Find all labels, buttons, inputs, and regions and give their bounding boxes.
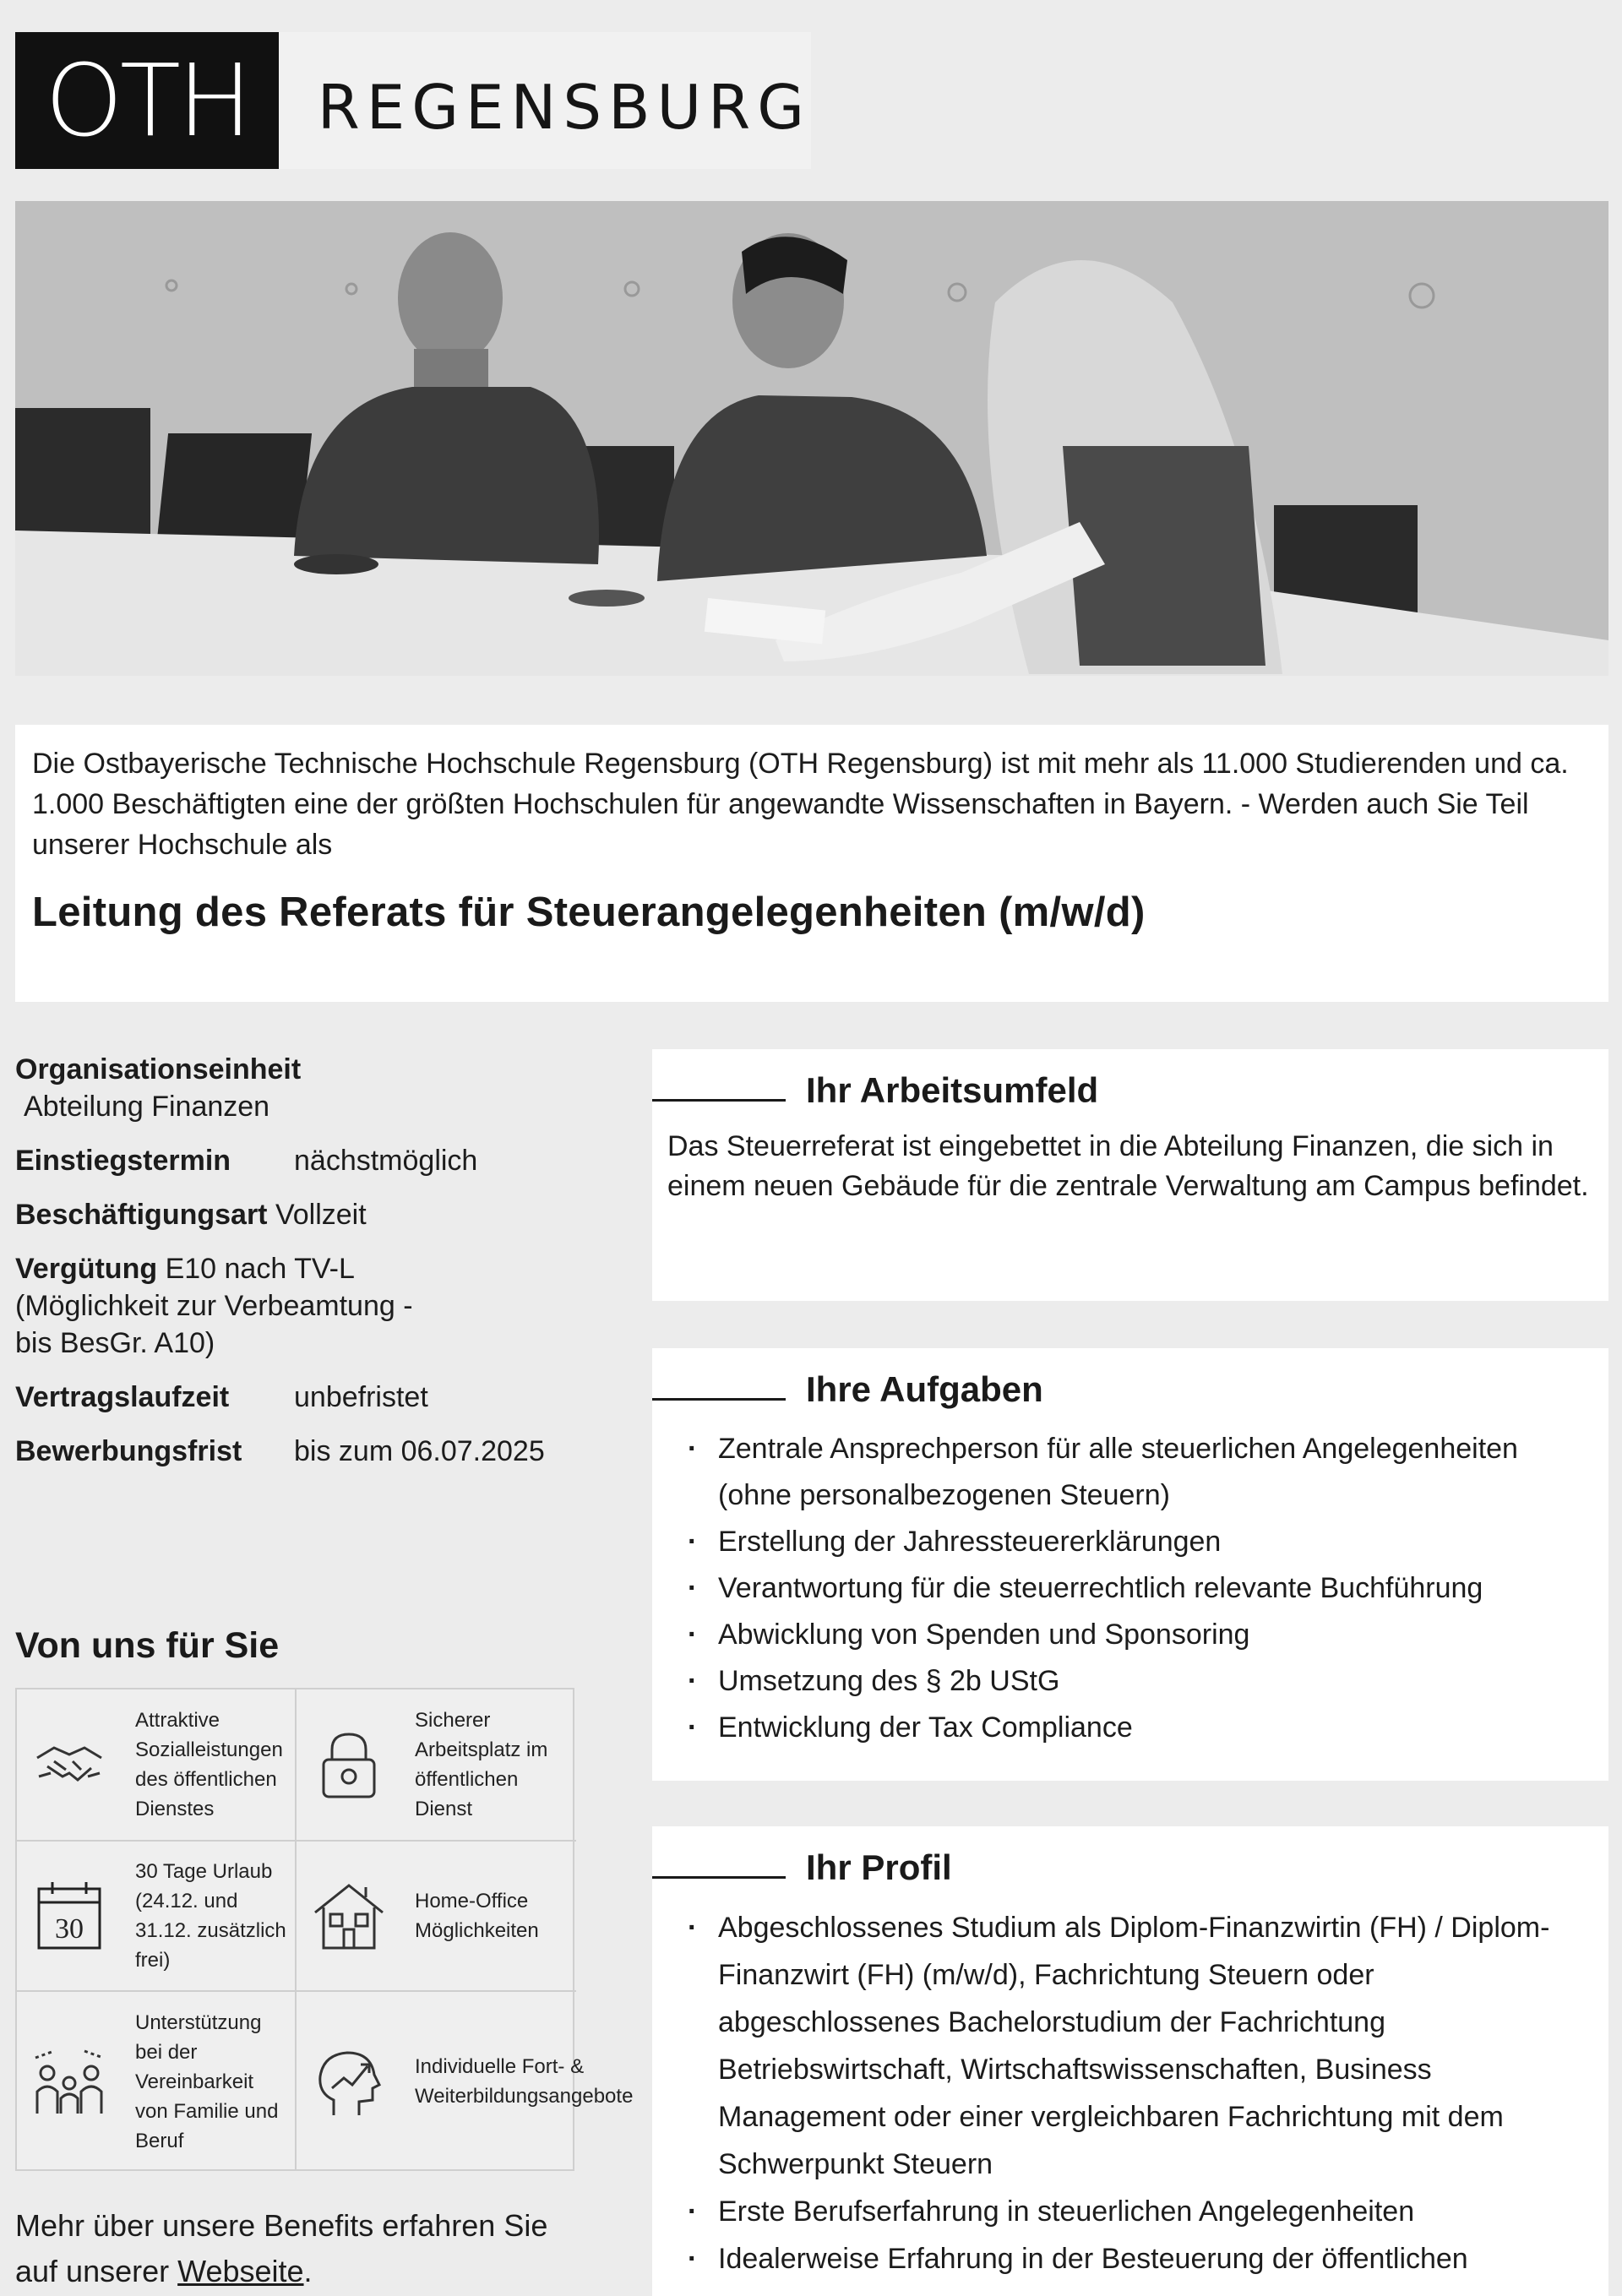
arbeitsumfeld-header — [652, 1061, 1608, 1120]
arbeitsumfeld-title: Ihr Arbeitsumfeld — [806, 1070, 1099, 1110]
logo-mark: OTH — [15, 32, 279, 169]
intro-box — [15, 725, 1608, 1002]
benefit-text: Unterstützung bei der Vereinbarkeit von Familie und Beruf — [135, 2010, 279, 2152]
benefits-website-link[interactable]: Webseite — [177, 2254, 304, 2288]
list-item: · Erste Berufserfahrung in steuerlichen Angelegenheiten — [718, 2188, 1588, 2235]
benefit-item — [297, 1689, 576, 1842]
type-value: Vollzeit — [275, 1199, 367, 1231]
job-info — [15, 1051, 607, 1487]
list-item: · Abwicklung von Spenden und Sponsoring — [718, 1612, 1588, 1658]
logo-wordmark: REGENSBURG — [317, 72, 811, 143]
lock-icon — [308, 1724, 389, 1805]
aufgaben-header — [652, 1360, 1608, 1419]
family-icon — [29, 2041, 110, 2122]
benefits-grid — [15, 1688, 634, 2171]
benefit-item — [17, 1842, 297, 1992]
head-growth-icon — [308, 2041, 389, 2122]
term-label: Vertragslaufzeit — [15, 1381, 230, 1413]
info-org — [15, 1051, 607, 1125]
info-pay — [15, 1250, 607, 1362]
heading-rule — [652, 1398, 786, 1401]
benefit-text: 30 Tage Urlaub (24.12. und 31.12. zusätzlich frei) — [135, 1860, 286, 1972]
list-item: · Umsetzung des § 2b UStG — [718, 1658, 1588, 1705]
profil-card — [652, 1826, 1608, 2296]
benefit-text: Attraktive Sozialleistungen des öffentlichen Dienstes — [135, 1709, 283, 1820]
info-start — [15, 1142, 607, 1179]
calendar-day: 30 — [55, 1913, 84, 1945]
pay-note-1: (Möglichkeit zur Verbeamtung - — [15, 1290, 413, 1322]
type-label: Beschäftigungsart — [15, 1199, 268, 1231]
heading-rule — [652, 1099, 786, 1102]
more-end: . — [303, 2254, 313, 2288]
profil-list — [652, 1904, 1608, 2282]
aufgaben-list — [652, 1426, 1608, 1751]
info-term — [15, 1379, 607, 1416]
start-value: nächstmöglich — [294, 1145, 478, 1177]
org-label: Organisationseinheit — [15, 1053, 302, 1085]
more-text: Mehr über unsere Benefits erfahren Sie auf unserer — [15, 2208, 548, 2288]
pay-label: Vergütung — [15, 1253, 158, 1285]
heading-rule — [652, 1876, 786, 1879]
deadline-value: bis zum 06.07.2025 — [294, 1435, 545, 1467]
job-title: Leitung des Referats für Steuerangelegenheiten (m/w/d) — [32, 890, 1146, 935]
list-item: · Verantwortung für die steuerrechtlich relevante Buchführung — [718, 1565, 1588, 1612]
start-label: Einstiegstermin — [15, 1145, 231, 1177]
pay-value: E10 nach TV-L — [165, 1253, 355, 1285]
benefit-text: Individuelle Fort- & Weiterbildungsangebote — [415, 2055, 634, 2108]
oth-logo — [15, 32, 811, 169]
aufgaben-card — [652, 1348, 1608, 1781]
profil-header — [652, 1838, 1608, 1897]
arbeitsumfeld-text: Das Steuerreferat ist eingebettet in die Abteilung Finanzen, die sich in einem neuen Gebäude für die zentrale Verwaltung am Campus befindet. — [667, 1130, 1589, 1202]
house-icon — [308, 1875, 389, 1956]
info-type — [15, 1196, 607, 1233]
benefit-item — [297, 1992, 634, 2171]
intro-text: Die Ostbayerische Technische Hochschule Regensburg (OTH Regensburg) ist mit mehr als 11.000 Studierenden und ca. 1.000 Beschäftigten eine der größten Hochschulen für angewandte Wissenschaften in Bayern. - Werden auch Sie Teil unserer Hochschule als — [32, 748, 1569, 861]
benefit-item — [17, 1992, 297, 2171]
term-value: unbefristet — [294, 1381, 428, 1413]
hero-photo — [15, 201, 1608, 676]
profil-title: Ihr Profil — [806, 1847, 952, 1887]
deadline-label: Bewerbungsfrist — [15, 1435, 242, 1467]
arbeitsumfeld-card — [652, 1049, 1608, 1301]
benefits-more — [15, 2203, 590, 2294]
list-item: · Idealerweise Erfahrung in der Besteuerung der öffentlichen — [718, 2235, 1588, 2282]
calendar-icon — [29, 1875, 110, 1956]
benefits-title: Von uns für Sie — [15, 1625, 280, 1666]
list-item: · Abgeschlossenes Studium als Diplom-Finanzwirtin (FH) / Diplom-Finanzwirt (FH) (m/w/d), Fachrichtung Steuern oder abgeschlossenes Bachelorstudium der Fachrichtung Betriebswirtschaft, Wirtschaftswissenschaften, Business Management oder einer vergleichbaren Fachrichtung mit dem Schwerpunkt Steuern — [718, 1904, 1588, 2188]
aufgaben-title: Ihre Aufgaben — [806, 1369, 1043, 1409]
org-value: Abteilung Finanzen — [24, 1091, 270, 1123]
handshake-icon — [29, 1724, 110, 1805]
benefit-item — [297, 1842, 576, 1992]
list-item: · Zentrale Ansprechperson für alle steuerlichen Angelegenheiten (ohne personalbezogenen Steuern) — [718, 1426, 1588, 1519]
list-item: · Erstellung der Jahressteuererklärungen — [718, 1519, 1588, 1565]
benefit-text: Home-Office Möglichkeiten — [415, 1890, 539, 1942]
benefit-text: Sicherer Arbeitsplatz im öffentlichen Dienst — [415, 1709, 548, 1820]
info-deadline — [15, 1433, 607, 1470]
pay-note-2: bis BesGr. A10) — [15, 1327, 215, 1359]
list-item: · Entwicklung der Tax Compliance — [718, 1705, 1588, 1751]
benefit-item — [17, 1689, 297, 1842]
